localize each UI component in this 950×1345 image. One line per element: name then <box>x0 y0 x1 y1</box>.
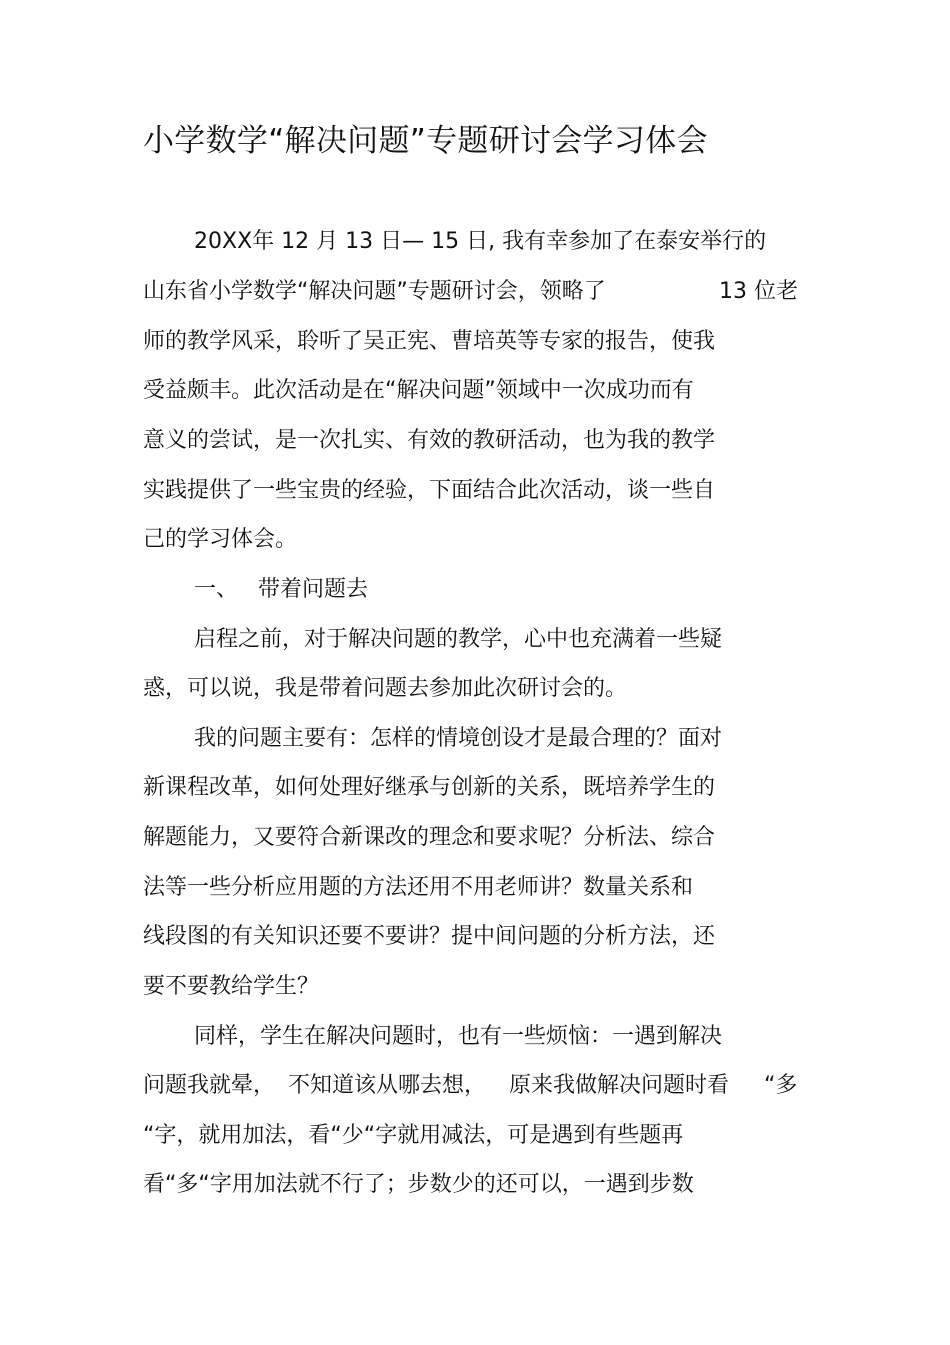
paragraph-line: 受益颇丰。此次活动是在“解决问题”领域中一次成功而有 <box>143 378 694 403</box>
paragraph-line: “字，就用加法，看“少“字就用减法，可是遇到有些题再 <box>143 1123 684 1148</box>
paragraph-line: 己的学习体会。 <box>143 527 298 552</box>
paragraph-line: 13 位老 <box>719 279 798 304</box>
paragraph-line: 我的问题主要有：怎样的情境创设才是最合理的？面对 <box>194 726 723 751</box>
paragraph-line: 同样，学生在解决问题时，也有一些烦恼：一遇到解决 <box>194 1024 723 1049</box>
document-title: 小学数学“解决问题”专题研讨会学习体会 <box>143 123 708 159</box>
paragraph-line: 法等一些分析应用题的方法还用不用老师讲？数量关系和 <box>143 875 694 900</box>
paragraph-line: 师的教学风采，聆听了吴正宪、曹培英等专家的报告，使我 <box>143 329 716 354</box>
paragraph-line: 惑，可以说，我是带着问题去参加此次研讨会的。 <box>143 676 628 701</box>
paragraph-line: “多 <box>764 1073 798 1098</box>
section-heading: 带着问题去 <box>258 577 369 602</box>
paragraph-line: 线段图的有关知识还要不要讲？提中间问题的分析方法，还 <box>143 924 716 949</box>
paragraph-line: 启程之前，对于解决问题的教学，心中也充满着一些疑 <box>194 627 723 652</box>
paragraph-line: 20XX年 12 月 13 日— 15 日, 我有幸参加了在泰安举行的 <box>194 229 767 254</box>
paragraph-line: 不知道该从哪去想， <box>288 1073 487 1098</box>
paragraph-line: 实践提供了一些宝贵的经验，下面结合此次活动，谈一些自 <box>143 478 716 503</box>
paragraph-line: 原来我做解决问题时看 <box>509 1073 730 1098</box>
paragraph-line: 看“多“字用加法就不行了；步数少的还可以，一遇到步数 <box>143 1172 694 1197</box>
paragraph-line: 山东省小学数学“解决问题”专题研讨会，领略了 <box>143 279 606 304</box>
paragraph-line: 解题能力，又要符合新课改的理念和要求呢？分析法、综合 <box>143 825 716 850</box>
paragraph-line: 问题我就晕， <box>143 1073 276 1098</box>
section-number: 一、 <box>194 577 239 602</box>
paragraph-line: 要不要教给学生？ <box>143 974 320 999</box>
paragraph-line: 意义的尝试，是一次扎实、有效的教研活动，也为我的教学 <box>143 428 716 453</box>
paragraph-line: 新课程改革，如何处理好继承与创新的关系，既培养学生的 <box>143 775 716 800</box>
